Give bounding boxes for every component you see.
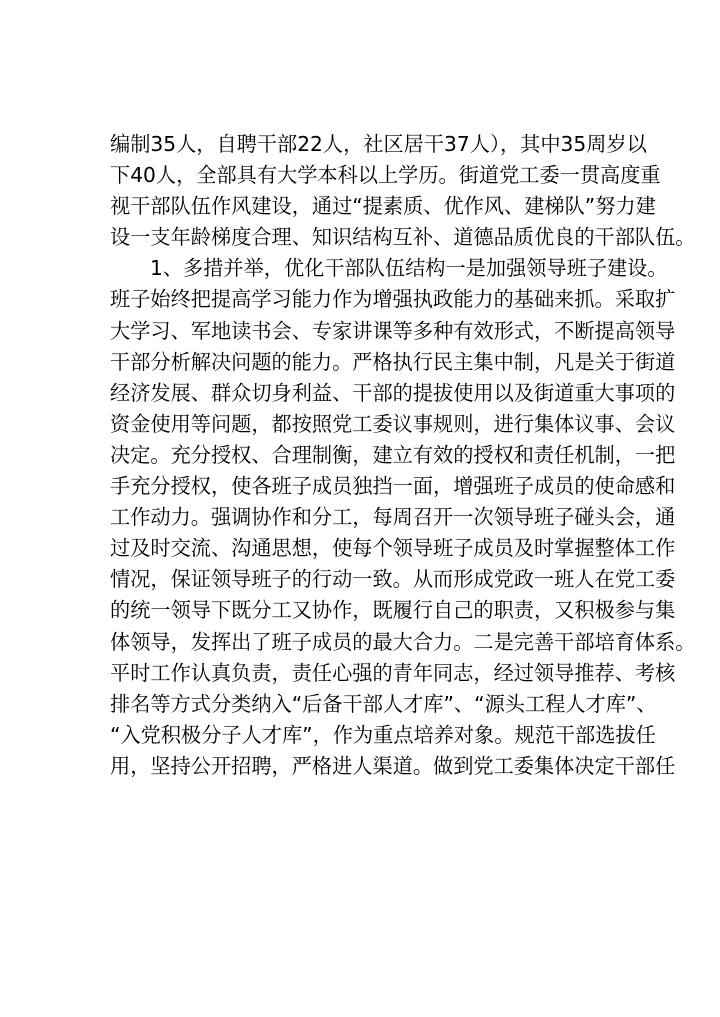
text-line: 干部分析解决问题的能力。严格执行民主集中制，凡是关于街道 bbox=[110, 349, 676, 374]
text-line: 工作动力。强调协作和分工，每周召开一次领导班子碰头会，通 bbox=[110, 505, 676, 530]
text-line: 资金使用等问题，都按照党工委议事规则，进行集体议事、会议 bbox=[110, 411, 676, 436]
text-line: 设一支年龄梯度合理、知识结构互补、道德品质优良的干部队伍。 bbox=[110, 225, 696, 250]
text-line: 编制35人，自聘干部22人，社区居干37人），其中35周岁以 bbox=[110, 132, 647, 156]
text-line: 班子始终把提高学习能力作为增强执政能力的基础来抓。采取扩 bbox=[110, 287, 676, 312]
text-line: 经济发展、群众切身利益、干部的提拔使用以及街道重大事项的 bbox=[110, 380, 676, 405]
text-line: 过及时交流、沟通思想，使每个领导班子成员及时掌握整体工作 bbox=[110, 536, 676, 561]
text-line: 平时工作认真负责，责任心强的青年同志，经过领导推荐、考核 bbox=[110, 660, 676, 685]
text-line: 视干部队伍作风建设，通过“提素质、优作风、建梯队”努力建 bbox=[110, 194, 656, 219]
text-line: 排名等方式分类纳入“后备干部人才库”、“源头工程人才库”、 bbox=[110, 691, 657, 716]
text-line: “入党积极分子人才库”，作为重点培养对象。规范干部选拔任 bbox=[110, 722, 656, 747]
text-line: 大学习、军地读书会、专家讲课等多种有效形式，不断提高领导 bbox=[110, 318, 676, 343]
body-text bbox=[110, 129, 696, 782]
text-line: 下40人，全部具有大学本科以上学历。街道党工委一贯高度重 bbox=[110, 163, 661, 188]
text-line: 用，坚持公开招聘，严格进人渠道。做到党工委集体决定干部任 bbox=[110, 753, 676, 778]
text-line: 体领导，发挥出了班子成员的最大合力。二是完善干部培育体系。 bbox=[110, 629, 696, 654]
text-line: 的统一领导下既分工又协作，既履行自己的职责，又积极参与集 bbox=[110, 598, 676, 623]
text-line: 手充分授权，使各班子成员独挡一面，增强班子成员的使命感和 bbox=[110, 474, 676, 499]
text-line: 情况，保证领导班子的行动一致。从而形成党政一班人在党工委 bbox=[110, 567, 676, 592]
text-line: 1、多措并举，优化干部队伍结构一是加强领导班子建设。 bbox=[150, 256, 668, 281]
text-line: 决定。充分授权、合理制衡，建立有效的授权和责任机制，一把 bbox=[110, 442, 676, 467]
